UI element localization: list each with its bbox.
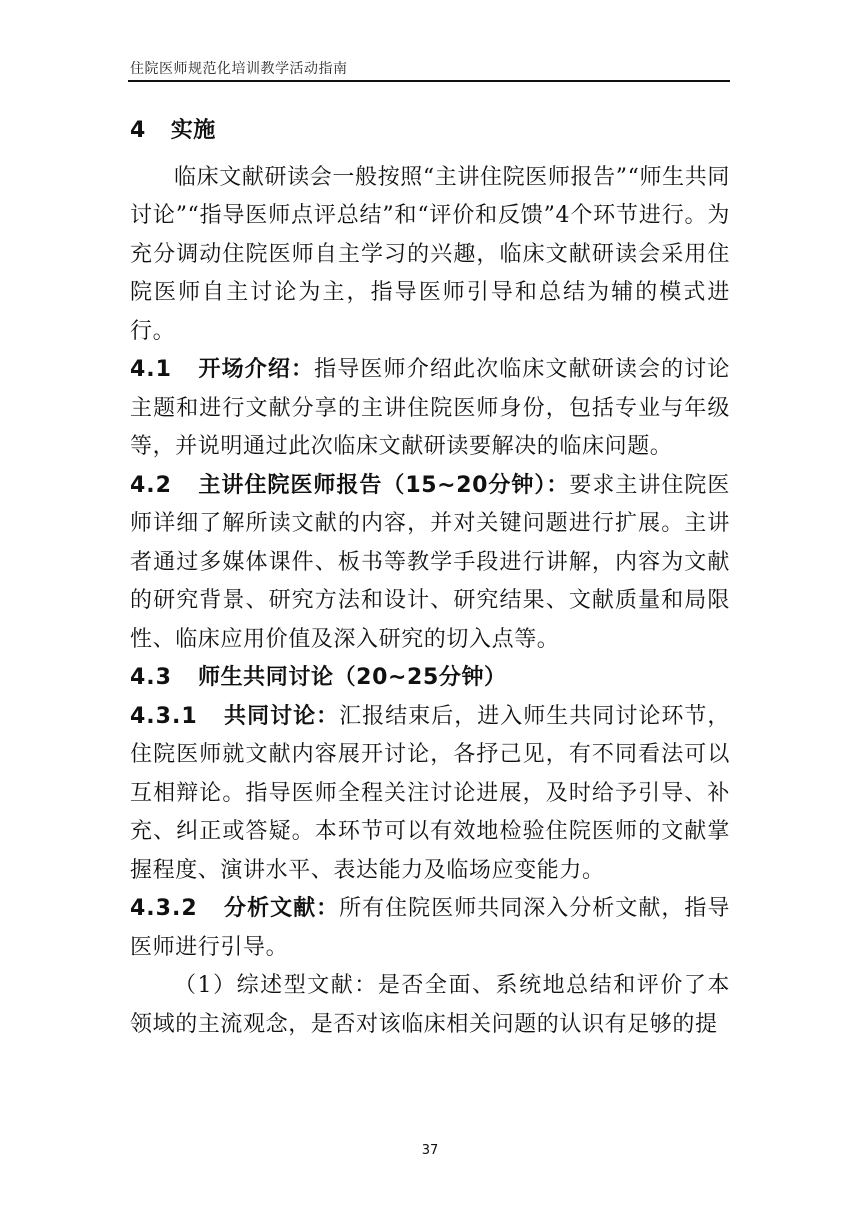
subsection-4-3 bbox=[130, 659, 730, 698]
section-heading bbox=[130, 112, 730, 151]
subsection-title: 共同讨论： bbox=[223, 703, 340, 729]
subsection-4-1 bbox=[130, 351, 730, 467]
subsection-text: 要求主讲住院医师详细了解所读文献的内容，并对关键问题进行扩展。主讲者通过多媒体课件、板书等教学手段进行讲解，内容为文献的研究背景、研究方法和设计、研究结果、文献质量和局限性、临床应用价值及深入研究的切入点等。 bbox=[130, 472, 731, 652]
header-rule bbox=[128, 80, 730, 82]
subsection-title: 分析文献： bbox=[223, 896, 340, 921]
list-item-1: （1）综述型文献：是否全面、系统地总结和评价了本领域的主流观念，是否对该临床相关问题的认识有足够的提 bbox=[130, 973, 730, 1037]
subsection-text: 汇报结束后，进入师生共同讨论环节，住院医师就文献内容展开讨论，各抒己见，有不同看法可以互相辩论。指导医师全程关注讨论进展，及时给予引导、补充、纠正或答疑。本环节可以有效地检验住院医师的文献掌握程度、演讲水平、表达能力及临场应变能力。 bbox=[130, 703, 730, 883]
subsection-number: 4.3.2 bbox=[130, 896, 198, 921]
subsection-title: 师生共同讨论（20~25分钟） bbox=[197, 665, 507, 690]
subsection-text: 指导医师介绍此次临床文献研读会的讨论主题和进行文献分享的主讲住院医师身份，包括专业与年级等，并说明通过此次临床文献研读要解决的临床问题。 bbox=[130, 357, 730, 459]
intro-paragraph: 临床文献研读会一般按照“主讲住院医师报告”“师生共同讨论”“指导医师点评总结”和“评价和反馈”4个环节进行。为充分调动住院医师自主学习的兴趣，临床文献研读会采用住院医师自主讨论为主，指导医师引导和总结为辅的模式进行。 bbox=[130, 164, 730, 344]
subsection-4-3-1 bbox=[130, 698, 730, 891]
subsection-text: 所有住院医师共同深入分析文献，指导医师进行引导。 bbox=[130, 896, 730, 960]
subsection-title: 开场介绍： bbox=[197, 357, 315, 382]
subsection-number: 4.3.1 bbox=[130, 703, 198, 729]
subsection-number: 4.2 bbox=[130, 472, 172, 498]
subsection-4-3-2 bbox=[130, 890, 730, 967]
section-number: 4 bbox=[130, 118, 146, 143]
subsection-number: 4.3 bbox=[130, 665, 172, 690]
subsection-4-2 bbox=[130, 467, 730, 660]
page-number: 37 bbox=[421, 1143, 439, 1158]
page-content bbox=[130, 108, 730, 1044]
subsection-number: 4.1 bbox=[130, 357, 172, 382]
subsection-title: 主讲住院医师报告（15~20分钟）： bbox=[197, 472, 570, 498]
running-header: 住院医师规范化培训教学活动指南 bbox=[130, 61, 348, 77]
section-title: 实施 bbox=[170, 118, 216, 143]
